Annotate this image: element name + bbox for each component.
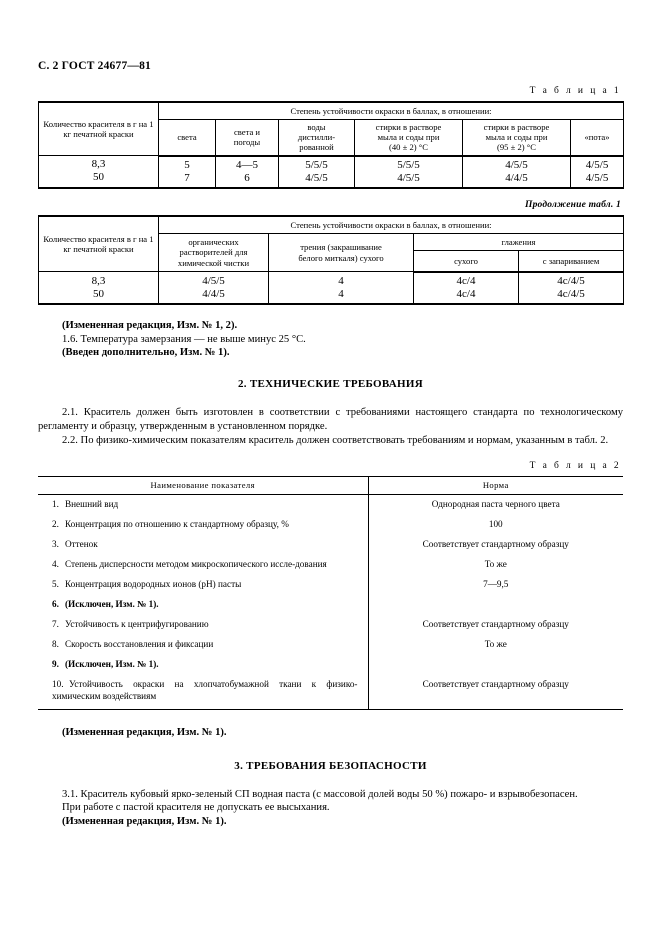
table2-row-label: (Исключен, Изм. № 1). (65, 599, 159, 610)
table1b-col-header-solvents: органических растворителей для химической чистки (159, 233, 269, 272)
table-row (39, 272, 624, 304)
clause-1-6: 1.6. Температура замерзания — не выше минус 25 °С. (62, 333, 306, 345)
table-row (39, 156, 624, 188)
table2-row-number: 10. (52, 679, 64, 690)
table1-continuation-caption: Продолжение табл. 1 (525, 199, 621, 210)
table2-row-label: Внешний вид (65, 499, 119, 510)
table2-row-norm: То же (484, 559, 507, 570)
table1-value-light-weather: 4—5 6 (216, 156, 279, 188)
table1b-group-header: Степень устойчивости окраски в баллах, в отношении: (159, 216, 624, 234)
table2-row-label: Оттенок (65, 539, 98, 550)
table2-row-name (38, 595, 368, 615)
table2-row-norm: Соответствует стандартному образцу (422, 539, 569, 550)
section-2-title: 2. ТЕХНИЧЕСКИЕ ТРЕБОВАНИЯ (238, 378, 423, 391)
table2-row-norm: Однородная паста черного цвета (431, 499, 560, 510)
table1b-value-ironing-steam: 4с/4/5 4с/4/5 (519, 272, 624, 304)
table2-header-name: Наименование показателя (38, 477, 368, 495)
table1-col-header-wash-95: стирки в растворе мыла и соды при (95 ± 2) °С (463, 120, 571, 156)
table-1-part-a (38, 101, 624, 189)
table-row (38, 575, 623, 595)
table2-row-label: Концентрация по отношению к стандартному образцу, % (65, 519, 289, 530)
table2-row-number: 3. (52, 539, 59, 550)
table1-value-water: 5/5/5 4/5/5 (279, 156, 355, 188)
table-row (38, 535, 623, 555)
table1-col-header-light-weather: света и погоды (216, 120, 279, 156)
table2-row-name (38, 575, 368, 595)
note-after-section3: (Измененная редакция, Изм. № 1). (62, 816, 227, 828)
note-after-table2: (Измененная редакция, Изм. № 1). (62, 726, 227, 738)
table2-row-norm: 7—9,5 (483, 579, 509, 590)
table2-row-label: Степень дисперсности методом микроскопического иссле-дования (65, 559, 327, 570)
table2-row-number: 6. (52, 599, 59, 610)
table2-row-number: 5. (52, 579, 59, 590)
table-row (39, 102, 624, 120)
table-2 (38, 476, 623, 709)
table2-row-number: 8. (52, 639, 59, 650)
note-introduced: (Введен дополнительно, Изм. № 1). (62, 347, 230, 359)
table1-col-header-light: света (159, 120, 216, 156)
table-row (38, 515, 623, 535)
table2-row-norm: То же (484, 639, 507, 650)
table1-value-wash-40: 5/5/5 4/5/5 (355, 156, 463, 188)
table1b-col-header-ironing-steam: с запариванием (519, 250, 624, 272)
table1-value-wash-95: 4/5/5 4/4/5 (463, 156, 571, 188)
table2-row-name (38, 495, 368, 515)
table1-value-light: 5 7 (159, 156, 216, 188)
table1b-value-solvents: 4/5/5 4/4/5 (159, 272, 269, 304)
clause-3-1-extra: При работе с пастой красителя не допускать ее высыхания. (62, 802, 330, 814)
table1-caption: Т а б л и ц а 1 (529, 86, 621, 96)
table-row (38, 495, 623, 515)
table2-row-number: 2. (52, 519, 59, 530)
section-3-title: 3. ТРЕБОВАНИЯ БЕЗОПАСНОСТИ (234, 759, 427, 772)
table2-row-name (38, 615, 368, 635)
clause-3-1: 3.1. Краситель кубовый ярко-зеленый СП водная паста (с массовой долей воды 50 %) пожаро- и взрывобезопасен. (62, 788, 578, 800)
table-1-part-b (38, 215, 624, 305)
table-row (38, 615, 623, 635)
table2-row-label: Устойчивость к центрифугированию (65, 619, 209, 630)
table1-col-header-sweat: «пота» (571, 120, 624, 156)
table1-col-header-wash-40: стирки в растворе мыла и соды при (40 ± 2) °С (355, 120, 463, 156)
table2-row-label: (Исключен, Изм. № 1). (65, 659, 159, 670)
table2-row-norm (368, 655, 623, 675)
table1b-col-header-ironing: глажения (414, 233, 624, 250)
table-row (38, 555, 623, 575)
table1-value-sweat: 4/5/5 4/5/5 (571, 156, 624, 188)
table2-row-number: 1. (52, 499, 59, 510)
table2-row-norm: Соответствует стандартному образцу (422, 619, 569, 630)
table-row (38, 635, 623, 655)
table2-header-row (38, 477, 623, 495)
table2-row-name (38, 515, 368, 535)
table2-row-norm: 100 (488, 519, 503, 530)
note-revised-1-2: (Измененная редакция, Изм. № 1, 2). (62, 319, 238, 331)
table2-row-name (38, 535, 368, 555)
table1b-col1-header: Количество красителя в г на 1 кг печатной краски (39, 216, 159, 272)
table2-header-norm: Норма (368, 477, 623, 495)
table2-row-number: 7. (52, 619, 59, 630)
table2-caption: Т а б л и ц а 2 (529, 461, 621, 472)
table1-col1-header: Количество красителя в г на 1 кг печатной краски (39, 102, 159, 156)
page-content (38, 86, 623, 829)
table2-row-label: Скорость восстановления и фиксации (65, 639, 214, 650)
table2-row-name (38, 635, 368, 655)
table2-row-name (38, 675, 368, 709)
table1b-value-ironing-dry: 4с/4 4с/4 (414, 272, 519, 304)
table-row (39, 216, 624, 234)
table1b-amount-cell: 8,3 50 (39, 272, 159, 304)
table1b-value-friction: 4 4 (269, 272, 414, 304)
clause-2-2: 2.2. По физико-химическим показателям краситель должен соответствовать требованиям и нормам, указанным в табл. 2. (62, 434, 609, 446)
table1-group-header: Степень устойчивости окраски в баллах, в отношении: (159, 102, 624, 120)
table1-col-header-water: воды дистилли- рованной (279, 120, 355, 156)
table2-row-number: 9. (52, 659, 59, 670)
table2-row-label: Концентрация водородных ионов (рН) пасты (65, 579, 242, 590)
table1b-col-header-friction: трения (закрашивание белого миткаля) сухого (269, 233, 414, 272)
table-row (38, 675, 623, 709)
table2-row-label: Устойчивость окраски на хлопчатобумажной ткани к физико-химическим воздействиям (52, 679, 358, 701)
clause-2-1: 2.1. Краситель должен быть изготовлен в соответствии с требованиями настоящего стандарта по технологическому регламенту и образцу, утвержденным в установленном порядке. (38, 407, 623, 432)
running-head: С. 2 ГОСТ 24677—81 (38, 60, 151, 72)
table1b-col-header-ironing-dry: сухого (414, 250, 519, 272)
table2-row-norm (368, 595, 623, 615)
table2-row-name (38, 555, 368, 575)
table2-row-name (38, 655, 368, 675)
table2-row-norm: Соответствует стандартному образцу (422, 679, 569, 690)
table-row (38, 655, 623, 675)
table2-row-number: 4. (52, 559, 59, 570)
table-row (38, 595, 623, 615)
table1-amount-cell: 8,3 50 (39, 156, 159, 188)
